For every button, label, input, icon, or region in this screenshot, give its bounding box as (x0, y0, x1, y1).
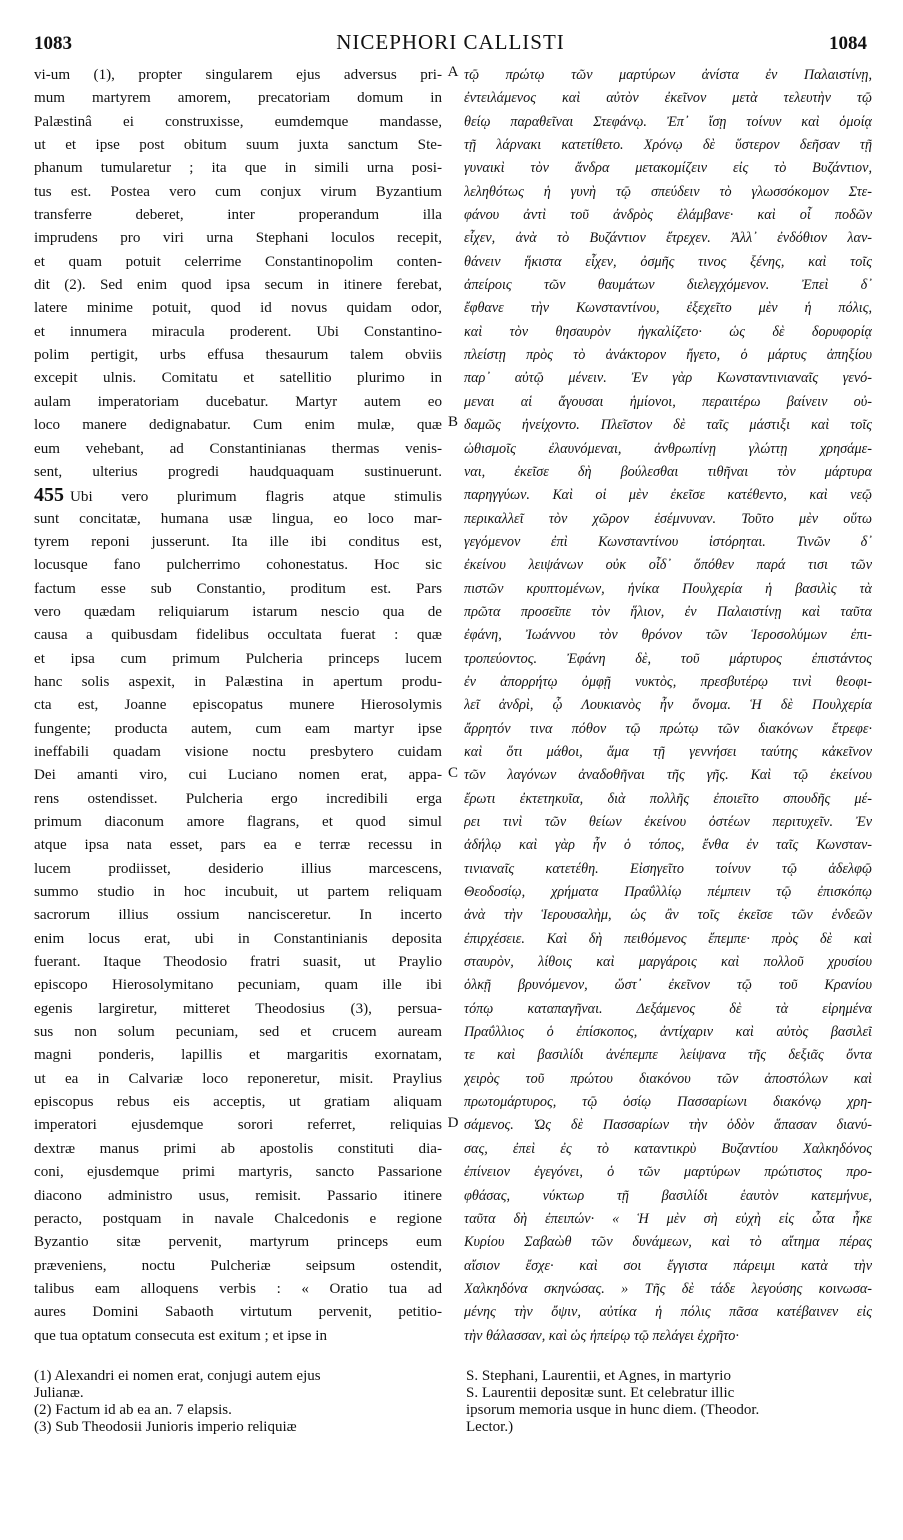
greek-text-line: ἐκείνου λειψάνων οὐκ οἶδ᾽ ὅπόθεν παρά τισι τῶν (464, 557, 872, 574)
latin-text-line: diacono administro usus, remisit. Passario itinere (34, 1187, 442, 1204)
latin-text-line: ut ea in Calvariæ loco reponeretur, misit. Praylius (34, 1070, 442, 1087)
margin-marker: A (447, 64, 459, 80)
greek-text-line: γυναικὶ τὸν ἄνδρα μετακομίζειν εἰς τὸ Βυζάντιον, (464, 160, 872, 177)
greek-text-line: καὶ τὸν θησαυρὸν ἠγκαλίζετο· ὡς δὲ δορυφορίᾳ (464, 323, 872, 340)
latin-text-line: latere minime potuit, quod id novus quidam odor, (34, 300, 442, 317)
latin-text-line: episcopo Hierosolymitano pecuniam, quam ille ibi (34, 977, 442, 994)
greek-text-line: ἔρωτι ἐκτετηκυῖα, διὰ πολλῆς ἐποιεῖτο σπουδῆς μέ- (464, 790, 872, 807)
latin-text-line: factum esse sub Constantio, proditum est. Pars (34, 580, 442, 597)
greek-text-line: σας, ἐπεὶ ἐς τὸ καταντικρὺ Βυζαντίου Χαλκηδόνος (464, 1140, 872, 1157)
greek-text-line: ἀνὰ τὴν Ἱερουσαλὴμ, ὡς ἂν τοῖς ἐκεῖσε τῶν ἐνδεῶν (464, 907, 872, 924)
greek-text-line: λεῖ ἀνδρὶ, ᾧ Λουκιανὸς ἦν ὄνομα. Ἡ δὲ Πουλχερία (464, 697, 872, 714)
latin-text-line: vi-um (1), propter singularem ejus adversus pri- (34, 67, 442, 83)
greek-text-line: φθάσας, νύκτωρ τῇ βασιλίδι ἑαυτὸν κατεμήνυε, (464, 1187, 872, 1204)
greek-text-line: τῷ πρώτῳ τῶν μαρτύρων ἀνίστα ἐν Παλαιστίνῃ, (464, 67, 872, 83)
latin-text-line: excepit ulnis. Comitatu et satellitio plurimo in (34, 370, 442, 387)
margin-marker: C (447, 764, 458, 781)
latin-text-line: episcopus rebus eis acceptis, ut gratiam aliquam (34, 1094, 442, 1111)
greek-text-line: τε καὶ βασιλίδι ἀνέπεμπε λείψανα τῆς δεξιᾶς ὄντα (464, 1047, 872, 1064)
latin-text-line: et ipsa cum primum Pulcheria princeps lucem (34, 650, 442, 667)
greek-text-line: θάνειν ἥκιστα εἶχεν, ὀσμῆς τινος ξένης, καὶ τοῖς (464, 253, 872, 270)
latin-text-line: sacrorum illius ossium nancisceretur. In incerto (34, 907, 442, 924)
greek-text-line: τινιαναῖς κατετέθη. Εἰσηγεῖτο τοίνυν τῷ ἀδελφῷ (464, 860, 872, 877)
latin-text-line: lucem prodiisset, desiderio illius marcescens, (34, 860, 442, 877)
footnote-line: (1) Alexandri ei nomen erat, conjugi autem ejus (34, 1368, 321, 1384)
greek-text-line: ἄρρητόν τινα πόθον τῷ πρώτῳ τῶν διακόνων ἔτρεφε· (464, 720, 872, 737)
latin-text-line: locusque fano pulcherrimo cohonestatus. Hoc sic (34, 557, 442, 574)
latin-text-line: talibus eam alloquens verbis : « Oratio tua ad (34, 1280, 442, 1297)
latin-text-line: ineffabili quadam visione noctu presbytero cuidam (34, 743, 442, 760)
latin-text-line: causa a quibusdam fidelibus occultata fuerat : quæ (34, 627, 442, 644)
greek-column (464, 64, 872, 1348)
latin-text-line: sunt concitatæ, humana usæ lingua, eo loco mar- (34, 510, 442, 527)
greek-text-line: μεναι αἱ ἄγουσαι ἡμίονοι, περαιτέρω βαίνειν οὐ- (464, 393, 872, 410)
greek-text-line: ἀδήλῳ καὶ γὰρ ἦν ὁ τόπος, ἔνθα ἐν ταῖς Κωνσταν- (464, 837, 872, 854)
latin-text-line: rens ostendisset. Pulcheria ergo incredibili erga (34, 790, 442, 807)
footnote-line: ipsorum memoria usque in hunc diem. (Theodor. (466, 1402, 760, 1418)
latin-text-line: tus est. Postea vero cum conjux virum Byzantium (34, 183, 442, 200)
greek-text-line: τῶν λαγόνων ἀναδοθῆναι τῆς γῆς. Καὶ τῷ ἐκείνου (464, 767, 872, 784)
greek-text-line: ρει τινὶ τῶν θείων ἐκείνου ὀστέων περιτυχεῖν. Ἐν (464, 814, 872, 830)
latin-column (34, 64, 442, 1348)
greek-text-line: ὠθισμοῖς ἐλαυνόμεναι, ἀνθρωπίνῃ γλώττῃ χρησάμε- (464, 440, 872, 457)
latin-text-line: et innumera miracula proderent. Ubi Constantino- (34, 323, 442, 340)
footnote-line: (3) Sub Theodosii Junioris imperio reliquiæ (34, 1419, 297, 1435)
footnote-line: S. Laurentii depositæ sunt. Et celebratur illic (466, 1385, 735, 1401)
greek-text-line: πρῶτα προσεῖπε τὸν ἥλιον, ἐν Παλαιστίνῃ καὶ ταῦτα (464, 603, 872, 620)
greek-text-line: ἀπείροις τῶν θαυμάτων διελεγχόμενον. Ἐπεὶ δ᾽ (464, 277, 872, 294)
latin-text-line: transferre deberet, inter properandum illa (34, 207, 442, 224)
latin-text-line: Dei amanti viro, cui Luciano nomen erat, appa- (34, 767, 442, 784)
latin-text-line: summo studio in hoc incubuit, ut partem reliquam (34, 884, 442, 901)
latin-text-line: tyrem reponi jusserunt. Ita ille ibi conditus est, (34, 533, 442, 550)
latin-text-line: aulam imperatoriam ducebatur. Martyr autem eo (34, 393, 442, 410)
right-page-number: 1084 (828, 33, 867, 54)
greek-text-line: ἐντειλάμενος καὶ αὐτὸν ἐκεῖνον μετὰ τελευτὴν τῷ (464, 90, 872, 107)
latin-text-line: loco manere dedignabatur. Cum enim mulæ, quæ (34, 417, 442, 434)
greek-text-line: ἐφάνη, Ἰωάννου τὸν θρόνον τῶν Ἱεροσολύμων ἐπι- (464, 627, 872, 644)
greek-text-line: ἐπίνειον ἐγεγόνει, ὁ τῶν μαρτύρων πρώτιστος προ- (464, 1164, 872, 1181)
greek-text-line: χειρὸς τοῦ πρώτου διακόνου τῶν ἀποστόλων καὶ (464, 1070, 872, 1087)
margin-marker: D (447, 1114, 459, 1131)
latin-text-line: 455 Ubi vero plurimum flagris atque stimulis (34, 484, 442, 507)
latin-text-line: enim locus erat, ubi in Constantinianis deposita (34, 930, 442, 947)
latin-text-line: dit (2). Sed enim quod ipsa secum in itinere ferebat, (34, 277, 442, 294)
latin-text-line: aures Domini Sabaoth virtutum pervenit, petitio- (34, 1304, 442, 1321)
greek-text-line: πλείστῃ πρὸς τὸ ἀνάκτορον ἤγετο, ὁ μάρτυς ἀπηξίου (464, 347, 872, 364)
footnote-line: S. Stephani, Laurentii, et Agnes, in martyrio (466, 1368, 731, 1384)
greek-text-line: Χαλκηδόνα σκηνώσας. » Τῆς δὲ τάδε λεγούσης κοινωσα- (464, 1280, 872, 1297)
greek-text-line: παρηγγύων. Καὶ οἱ μὲν ἐκεῖσε κατέθεντο, καὶ νεῷ (464, 487, 872, 504)
greek-text-line: σταυρὸν, λίθοις καὶ μαργάροις καὶ πολλοῦ χρυσίου (464, 954, 872, 971)
footnote-line: Lector.) (466, 1419, 514, 1435)
greek-text-line: δαμῶς ἠνείχοντο. Πλεῖστον δὲ ταῖς μάστιξι καὶ τοῖς (464, 417, 872, 434)
latin-text-line: phanum tumularetur ; ita que in simili urna posi- (34, 160, 442, 177)
greek-text-line: ταῦτα δὴ ἐπειπών· « Ἡ μὲν σὴ εὐχὴ εἰς ὦτα ἧκε (464, 1210, 872, 1227)
footnotes-right (466, 1368, 872, 1436)
greek-text-line: θείῳ παραθεῖναι Στεφάνῳ. Ἐπ᾽ ἴσῃ τοίνυν καὶ ὁμοίᾳ (464, 113, 872, 130)
column-number: 455 (34, 484, 64, 507)
greek-text-line: ἔφθανε τὴν Κωνσταντίνου, ἐξεχεῖτο μὲν ἡ πόλις, (464, 300, 872, 317)
latin-text-line: imprudens pro viri urna Stephani loculos recepit, (34, 230, 442, 247)
greek-text-line: φάνου ἀντὶ τοῦ ἀνδρὸς ἐλάμβανε· καὶ οἷ ποδῶν (464, 207, 872, 224)
footnote-line: Julianæ. (34, 1385, 84, 1401)
latin-text-line: Byzantio sitæ pervenit, martyrum princeps eum (34, 1234, 442, 1251)
latin-text-line: fungente; producta autem, cum eam martyr ipse (34, 720, 442, 737)
greek-text-line: Κυρίου Σαβαὼθ τῶν δυνάμεων, καὶ τὸ αἴτημα πέρας (464, 1234, 872, 1251)
greek-text-line: λεληθότως ἡ γυνὴ τῷ σπεύδειν τὸ γλωσσόκομον Στε- (464, 183, 872, 200)
latin-text-line: hanc solis aspexit, in Palæstina in apertum produ- (34, 673, 442, 690)
latin-text-line: egenis largiretur, mitteret Theodosius (3), persua- (34, 1000, 442, 1017)
greek-text-line: εἶχεν, ἀνὰ τὸ Βυζάντιον ἔτρεχεν. Ἀλλ᾽ ἐνδόθιον λαν- (464, 230, 872, 247)
latin-text-line: fuerant. Itaque Theodosio fratri suasit, ut Praylio (34, 954, 442, 971)
latin-text-line: ut et ipse post obitum suum juxta sanctum Ste- (34, 137, 442, 154)
greek-text-line: πιστῶν κρυπτομένων, ἡνίκα Πουλχερία ἡ βασιλὶς τὰ (464, 580, 872, 597)
latin-text-line: polim pertigit, urbs effusa thesaurum talem obviis (34, 347, 442, 364)
latin-text-line: præveniens, noctu Pulcheriæ seipsum ostendit, (34, 1257, 442, 1274)
latin-text-line: Palæstinâ ei construxisse, eumdemque mandasse, (34, 113, 442, 130)
greek-text-line: Πραΰλλιος ὁ ἐπίσκοπος, ἀντίχαριν καὶ αὐτὸς βασιλεῖ (464, 1024, 872, 1041)
page-header (34, 30, 867, 60)
greek-text-line: Θεοδοσίῳ, χρήματα Πραΰλλίῳ πέμπειν τῷ ἐπισκόπῳ (464, 884, 872, 901)
latin-text-line: sent, ulterius progredi haudquaquam sustinuerunt. (34, 463, 442, 480)
greek-text-line: σάμενος. Ὡς δὲ Πασσαρίων τὴν ὁδὸν ἅπασαν διανύ- (464, 1117, 872, 1134)
latin-text-line: atque ipsa nata esset, pars ea e terræ recessu in (34, 837, 442, 854)
latin-text-line: mum martyrem amorem, precatoriam domum in (34, 90, 442, 107)
latin-text-line: sus non solum pecuniam, sed et crucem auream (34, 1024, 442, 1041)
latin-text-line: cta est, Joanne episcopatus munere Hierosolymis (34, 697, 442, 714)
latin-text-line: que tua optatum consecuta est exitum ; et ipse in (34, 1327, 327, 1344)
latin-text-line: imperatori ejusdemque sorori referret, reliquias (34, 1117, 442, 1134)
greek-text-line: περικαλλεῖ τὸν χῶρον ἐσέμνυναν. Τοῦτο μὲν οὕτω (464, 510, 872, 527)
greek-text-line: τόπῳ καταπαγῆναι. Δεξάμενος δὲ τὰ εἰρημένα (464, 1000, 872, 1017)
greek-text-line: παρ᾽ αὐτῷ μένειν. Ἐν γὰρ Κωνσταντινιαναῖς γενό- (464, 370, 872, 387)
greek-text-line: ἐν ἀπορρήτῳ ὀμφῇ νυκτὸς, πρεσβυτέρῳ τινὶ θεοφι- (464, 673, 872, 690)
greek-text-line: ὁλκῇ βρυνόμενον, ὥστ᾽ ἐκεῖνον τῷ τοῦ Κρανίου (464, 977, 872, 994)
left-page-number: 1083 (34, 33, 72, 54)
margin-marker: B (447, 414, 458, 431)
greek-text-line: τροπεύοντος. Ἐφάνη δὲ, τοῦ μάρτυρος ἐπιστάντος (464, 650, 872, 667)
latin-text-line: coni, ejusdemque primi martyris, sancto Passarione (34, 1164, 442, 1181)
greek-text-line: καὶ ὅτι μάθοι, ἅμα τῇ γεννήσει ταύτης κἀκεῖνον (464, 743, 872, 760)
greek-text-line: ναι, ἐκεῖσε δὴ βούλεσθαι τιθῆναι τὸν μάρτυρα (464, 463, 872, 480)
latin-text-line: vero quædam reliquiarum istarum nescio qua de (34, 603, 442, 620)
latin-text-line: primum diaconum amore flagrans, et quod simul (34, 814, 442, 830)
greek-text-line: γεγόμενον ἐπὶ Κωνσταντίνου ἱστόρηται. Τινῶν δ᾽ (464, 533, 872, 550)
greek-text-line: τὴν θάλασσαν, καὶ ὡς ἠπείρῳ τῷ πελάγει ἐχρῆτο· (464, 1327, 739, 1344)
latin-text-line: dextræ manus primi ab apostolis constituti dia- (34, 1140, 442, 1157)
greek-text-line: μένης τὴν ὄψιν, αὐτίκα ἡ πόλις πᾶσα κατέβαινεν εἰς (464, 1304, 872, 1321)
greek-text-line: πρωτομάρτυρος, τῷ ὁσίῳ Πασσαρίωνι διακόνῳ χρη- (464, 1094, 872, 1111)
greek-text-line: αἴσιον ἔσχε· καὶ σοι ἔγγιστα πάρειμι κατὰ τὴν (464, 1257, 872, 1274)
greek-text-line: τῇ λάρνακι κατετίθετο. Χρόνῳ δὲ ὕστερον δεῆσαν τῇ (464, 137, 872, 154)
footnote-line: (2) Factum id ab ea an. 7 elapsis. (34, 1402, 232, 1418)
latin-text-line: magni ponderis, lapillis et margaritis exornatam, (34, 1047, 442, 1064)
latin-text-line: et quam potuit celerrime Constantinopolim conten- (34, 253, 442, 270)
latin-text-line: peracto, postquam in navale Chalcedonis e regione (34, 1210, 442, 1227)
latin-text-line: eum vehebant, ad Constantinianas thermas venis- (34, 440, 442, 457)
running-title: NICEPHORI CALLISTI (336, 30, 565, 54)
greek-text-line: ἐπιρχέσειε. Καὶ δὴ πειθόμενος ἔπεμπε· πρὸς δὲ καὶ (464, 930, 872, 947)
footnotes-left (34, 1368, 442, 1436)
